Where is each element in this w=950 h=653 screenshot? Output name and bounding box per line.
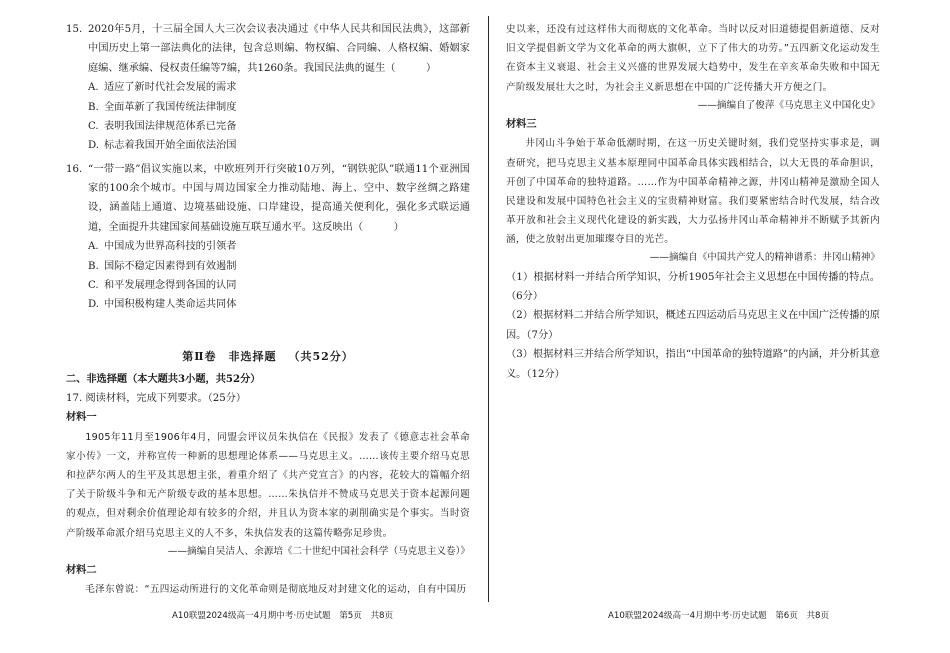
sub-question-3: （3）根据材料三并结合所学知识，指出“中国革命的独特道路”的内涵，并分析其意义。（12分） bbox=[506, 349, 880, 380]
option-text: 国际不稳定因素得到有效遏制 bbox=[104, 260, 237, 272]
option-c bbox=[88, 276, 470, 295]
material-one-source: ——摘编自吴洁人、余源培《二十世纪中国社会科学（马克思主义卷）》 bbox=[167, 545, 470, 557]
option-b bbox=[88, 257, 470, 276]
option-text: 全面革新了我国传统法律制度 bbox=[104, 101, 237, 113]
option-letter: D. bbox=[88, 299, 100, 311]
option-a bbox=[88, 78, 470, 97]
option-letter: C. bbox=[88, 120, 99, 132]
question-stem: “一带一路”倡议实施以来，中欧班列开行突破10万列，“钢铁驼队”联通11个亚洲国家的100余个城市。中国与周边国家全力推动陆地、海上、空中、数字丝绸之路建设，涵盖陆上通道、边境基础设施、口岸建设，提高通关便利化，强化多式联运通道，全面提升共建国家间基础设施互联互通水平。这反映出（ ） bbox=[88, 163, 470, 233]
material-three-source: ——摘编自《中国共产党人的精神谱系：井冈山精神》 bbox=[649, 252, 880, 264]
option-letter: C. bbox=[88, 279, 99, 291]
material-one-text: 1905年11月至1906年4月，同盟会评议员朱执信在《民报》发表了《德意志社会革命家小传》一文，并称宣传一种新的思想理论体系——马克思主义。……该传主要介绍马克思和拉萨尔两人的生平及其思想主张，着重介绍了《共产党宣言》的内容，花较大的篇幅介绍了关于阶级斗争和无产阶级专政的基本思想。……朱执信并不赞成马克思关于资本起源问题的观点，但对剩余价值理论却有较多的介绍，并且认为资本家的剥削确实是个事实。当时资产阶级革命派介绍马克思主义的人不多，朱执信发表的这篇传略弥足珍贵。 bbox=[66, 431, 470, 539]
option-text: 适应了新时代社会发展的需求 bbox=[104, 82, 237, 94]
question-stem: 2020年5月，十三届全国人大三次会议表决通过《中华人民共和国民法典》，这部新中国历史上第一部法典化的法律，包含总则编、物权编、合同编、人格权编、婚姻家庭编、继承编、侵权责任编等7编，共1260条。我国民法典的诞生（ ） bbox=[88, 24, 470, 74]
option-d bbox=[88, 136, 470, 155]
option-text: 和平发展理念得到各国的认同 bbox=[104, 279, 237, 291]
part-two-title bbox=[66, 347, 470, 368]
material-three-heading: 材料三 bbox=[506, 117, 537, 130]
part-label: 第Ⅱ卷 bbox=[182, 349, 217, 363]
material-two-heading: 材料二 bbox=[66, 563, 97, 576]
page-footer-right: A10联盟2024级高一4月期中考·历史试题 第6页 共8页 bbox=[608, 611, 830, 621]
right-column bbox=[506, 20, 880, 384]
option-text: 标志着我国开始全面依法治国 bbox=[104, 140, 237, 152]
part-subtitle: 非选择题 bbox=[228, 349, 277, 363]
option-c bbox=[88, 117, 470, 136]
section-heading: 二、非选择题（本大题共3小题，共52分） bbox=[66, 372, 261, 385]
question-16 bbox=[66, 160, 470, 238]
page-footer-left: A10联盟2024级高一4月期中考·历史试题 第5页 共8页 bbox=[172, 611, 394, 621]
question-number: 15. bbox=[66, 24, 83, 35]
sub-question-2: （2）根据材料二并结合所学知识，概述五四运动后马克思主义在中国广泛传播的原因。（7分） bbox=[506, 310, 880, 341]
option-letter: D. bbox=[88, 140, 100, 152]
material-two-source: ——摘编自了俊萍《马克思主义中国化史》 bbox=[697, 99, 880, 111]
material-one-heading: 材料一 bbox=[66, 411, 97, 424]
option-letter: B. bbox=[88, 101, 99, 113]
left-column bbox=[66, 20, 470, 600]
column-divider bbox=[488, 16, 489, 602]
option-text: 中国积极构建人类命运共同体 bbox=[104, 299, 237, 311]
material-two-text-start: 毛泽东曾说：“五四运动所进行的文化革命则是彻底地反对封建文化的运动，自有中国历 bbox=[85, 584, 467, 596]
option-d bbox=[88, 295, 470, 314]
option-letter: B. bbox=[88, 260, 99, 272]
option-a bbox=[88, 237, 470, 256]
question-number: 16. bbox=[66, 163, 83, 175]
material-three-text: 井冈山斗争始于革命低潮时期，在这一历史关键时刻，我们党坚持实事求是，调查研究，把马克思主义基本原理同中国革命具体实践相结合，以大无畏的革命胆识，开创了中国革命的独特道路。……作为中国革命精神之源，井冈山精神是激励全国人民建设和发展中国特色社会主义的宝贵精神财富。我们要紧密结合时代发展，结合改革开放和社会主义现代化建设的新实践，大力弘扬井冈山革命精神并不断赋予其新内涵，使之放射出更加璀璨夺目的光芒。 bbox=[506, 138, 880, 246]
option-letter: A. bbox=[88, 82, 99, 94]
sub-question-1: （1）根据材料一并结合所学知识，分析1905年社会主义思想在中国传播的特点。（6分） bbox=[506, 271, 880, 303]
part-score: （共52分） bbox=[288, 349, 354, 363]
option-text: 表明我国法律规范体系已完备 bbox=[104, 120, 237, 132]
question-15 bbox=[66, 20, 470, 78]
option-text: 中国成为世界高科技的引领者 bbox=[104, 241, 237, 253]
material-two-text-continued: 史以来，还没有过这样伟大而彻底的文化革命。当时以反对旧道德提倡新道德、反对旧文学提倡新文学为文化革命的两大旗帜，立下了伟大的功劳。”五四新文化运动发生在资本主义衰退、社会主义兴盛的世界发展大趋势中，发生在辛亥革命失败和中国无产阶级发展壮大之时，为社会主义新思想在中国的广泛传播大开方便之门。 bbox=[506, 24, 880, 93]
option-letter: A. bbox=[88, 241, 99, 253]
question-17-intro: 17. 阅读材料，完成下列要求。（25分） bbox=[66, 392, 247, 404]
option-b bbox=[88, 98, 470, 117]
